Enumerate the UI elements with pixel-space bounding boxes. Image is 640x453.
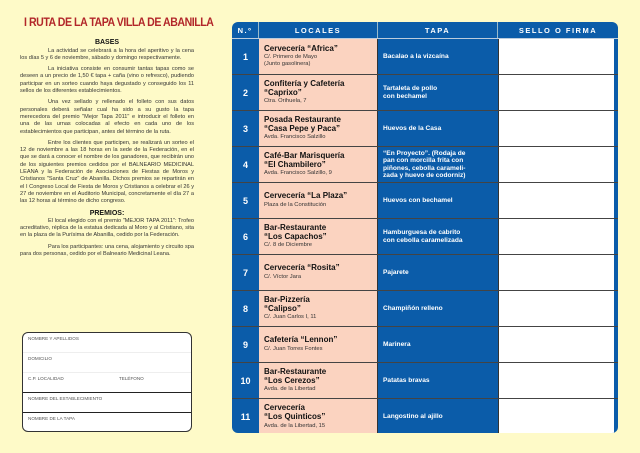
table-header [232, 22, 618, 39]
local-address: C/. Juan Torres Fontes [264, 345, 323, 352]
local-name: Confitería y Cafetería “Caprixo” [264, 78, 345, 97]
tapa-cell: Patatas bravas [383, 376, 430, 384]
local-cell [259, 255, 378, 290]
local-address: Avda. Francisco Salzillo [264, 134, 326, 141]
tapa-cell: Bacalao a la vizcaína [383, 52, 449, 60]
address-field[interactable]: DOMICILIO [23, 353, 191, 373]
row-number: 11 [240, 412, 251, 422]
local-address: Avda. Francisco Salzillo, 9 [264, 170, 332, 177]
table-row [232, 111, 618, 147]
table-row [232, 399, 618, 433]
table-row [232, 327, 618, 363]
row-number: 4 [242, 159, 248, 170]
local-cell [259, 75, 378, 110]
local-name: Cervecería “Africa” [264, 43, 338, 53]
local-name: Posada Restaurante “Casa Pepe y Paca” [264, 114, 341, 133]
local-address: C/. Juan Carlos I, 11 [264, 314, 317, 321]
local-name: Cervecería “Rosita” [264, 263, 340, 273]
local-name: Bar-Restaurante “Los Cerezos” [264, 366, 327, 385]
local-name: Bar-Restaurante “Los Capachos” [264, 222, 327, 241]
local-address: C/. Víctor Jara [264, 273, 302, 280]
page-title: I RUTA DE LA TAPA VILLA DE ABANILLA [24, 17, 214, 29]
row-number: 1 [242, 51, 248, 62]
row-number: 6 [242, 231, 248, 242]
local-cell [259, 219, 378, 254]
table-row [232, 147, 618, 183]
local-address: Ctra. Orihuela, 7 [264, 98, 307, 105]
table-row [232, 183, 618, 219]
local-address: C/. 8 de Diciembre [264, 242, 313, 249]
local-cell [259, 39, 378, 74]
phone-field[interactable]: TELÉFONO [119, 376, 144, 381]
local-cell [259, 363, 378, 398]
premios-paragraph: El local elegido con el premio "MEJOR TAPA 2011": Trofeo acreditativo, réplica de la estatua dedicada al Moro y al Cristiano, sita en la plaza de la Purísima de Abanilla, cedido por la Federación. [20, 217, 194, 239]
row-number: 2 [242, 87, 248, 98]
header-locales: LOCALES [259, 22, 378, 38]
stamp-cell[interactable] [498, 255, 614, 290]
stamp-cell[interactable] [498, 147, 614, 182]
bases-paragraph: La iniciativa consiste en consumir tantas tapas como se deseen a un precio de 1,50 € tapa + caña (vino o refresco), pudiendo participar en un sorteo cuando haya degustado y conseguido los 11 sellos de los diferentes establecimientos. [20, 66, 194, 95]
tapa-cell: Pajarete [383, 268, 409, 276]
row-number: 7 [242, 267, 248, 278]
premios-paragraph: Para los participantes: una cena, alojamiento y circuito spa para dos personas, cedido por el Balneario Medicinal Leana. [20, 243, 194, 258]
local-name: Cervecería “La Plaza” [264, 191, 348, 201]
local-name: Cervecería “Los Quinticos” [264, 403, 326, 421]
table-row [232, 39, 618, 75]
establishment-field[interactable]: NOMBRE DEL ESTABLECIMIENTO [23, 393, 191, 413]
local-address: Avda. de la Libertad, 15 [264, 422, 326, 429]
local-address: Plaza de la Constitución [264, 201, 327, 208]
bases-paragraph: La actividad se celebrará a la hora del aperitivo y la cena los días 5 y 6 de noviembre, sábado y domingo respectivamente. [20, 47, 194, 61]
tapa-cell: Huevos con bechamel [383, 196, 453, 204]
bases-paragraph: Entre los clientes que participen, se realizará un sorteo el 12 de noviembre a las 18 horas en la sede de la Federación, en el que se dará a conocer el nombre de los ganadores, que recibirán uno de los siguientes premios cedidos por el BALNEARIO MEDICINAL LEANA y la Federación de Asociaciones de Fiestas de Moros y Cristianos "Santa Cruz" de Abanilla. Dichos premios se repartirán en el I Congreso Local de Fiesta de Moros y Cristianos a celebrar el 26 y 27 de noviembre en el Auditorio Municipal, concretamente el día 27 a las 12 horas al término de dicho congreso. [20, 139, 194, 205]
stamp-cell[interactable] [498, 399, 614, 433]
stamp-cell[interactable] [498, 291, 614, 326]
stamp-cell[interactable] [498, 75, 614, 110]
header-tapa: TAPA [378, 22, 498, 38]
stamp-cell[interactable] [498, 111, 614, 146]
stamp-cell[interactable] [498, 219, 614, 254]
local-name: Café-Bar Marisquería “El Chambilero” [264, 150, 345, 169]
tapa-cell: Marinera [383, 340, 411, 348]
tapa-cell: Champiñón relleno [383, 304, 443, 312]
local-cell [259, 111, 378, 146]
header-sello: SELLO O FIRMA [518, 25, 598, 35]
local-cell [259, 399, 378, 433]
local-name: Bar-Pizzería “Calipso” [264, 294, 310, 313]
tapa-cell: Hamburguesa de cabrito con cebolla caramelizada [383, 229, 463, 244]
row-number: 9 [242, 339, 248, 350]
table-row [232, 75, 618, 111]
tapa-cell: “En Proyecto”. (Rodaja de pan con morcilla frita con piñones, cebolla carameli- zada y huevo de codorniz) [383, 150, 466, 179]
rules-column [20, 17, 214, 262]
local-name: Cafetería “Lennon” [264, 335, 338, 345]
entry-form [22, 332, 192, 432]
city-field[interactable]: C.P. LOCALIDAD TELÉFONO [23, 373, 191, 393]
local-address: C/. Primero de Mayo (Junto gasolinera) [264, 54, 318, 68]
local-address: Avda. de la Libertad [264, 386, 316, 393]
stamp-cell[interactable] [498, 327, 614, 362]
table-row [232, 363, 618, 399]
tapa-field[interactable]: NOMBRE DE LA TAPA [28, 416, 75, 421]
stamp-cell[interactable] [498, 39, 614, 74]
local-cell [259, 327, 378, 362]
table-row [232, 255, 618, 291]
stamp-cell[interactable] [498, 363, 614, 398]
local-cell [259, 147, 378, 182]
row-number: 8 [242, 303, 248, 314]
row-number: 3 [242, 123, 248, 134]
header-number: N.º [232, 22, 259, 38]
bases-heading: BASES [94, 39, 120, 47]
local-cell [259, 291, 378, 326]
tapa-cell: Tartaleta de pollo con bechamel [383, 85, 438, 100]
row-number: 10 [240, 375, 251, 386]
table-row [232, 291, 618, 327]
row-number: 5 [242, 195, 248, 206]
premios-heading: PREMIOS: [89, 209, 125, 217]
tapa-cell: Langostino al ajillo [383, 413, 443, 421]
local-cell [259, 183, 378, 218]
bases-paragraph: Una vez sellado y rellenado el folleto con sus datos personales deberá señalar cual ha sido a su gusto la tapa merecedora del premio "Mejor Tapa 2011" e introducir el folleto en una de las urnas colocadas al efecto en cada uno de los establecimientos que participan, antes del término de la ruta. [20, 99, 194, 135]
tapa-cell: Huevos de la Casa [383, 124, 442, 132]
stamp-cell[interactable] [498, 183, 614, 218]
name-field[interactable]: NOMBRE Y APELLIDOS [23, 333, 191, 353]
table-row [232, 219, 618, 255]
tapas-table [232, 22, 618, 433]
